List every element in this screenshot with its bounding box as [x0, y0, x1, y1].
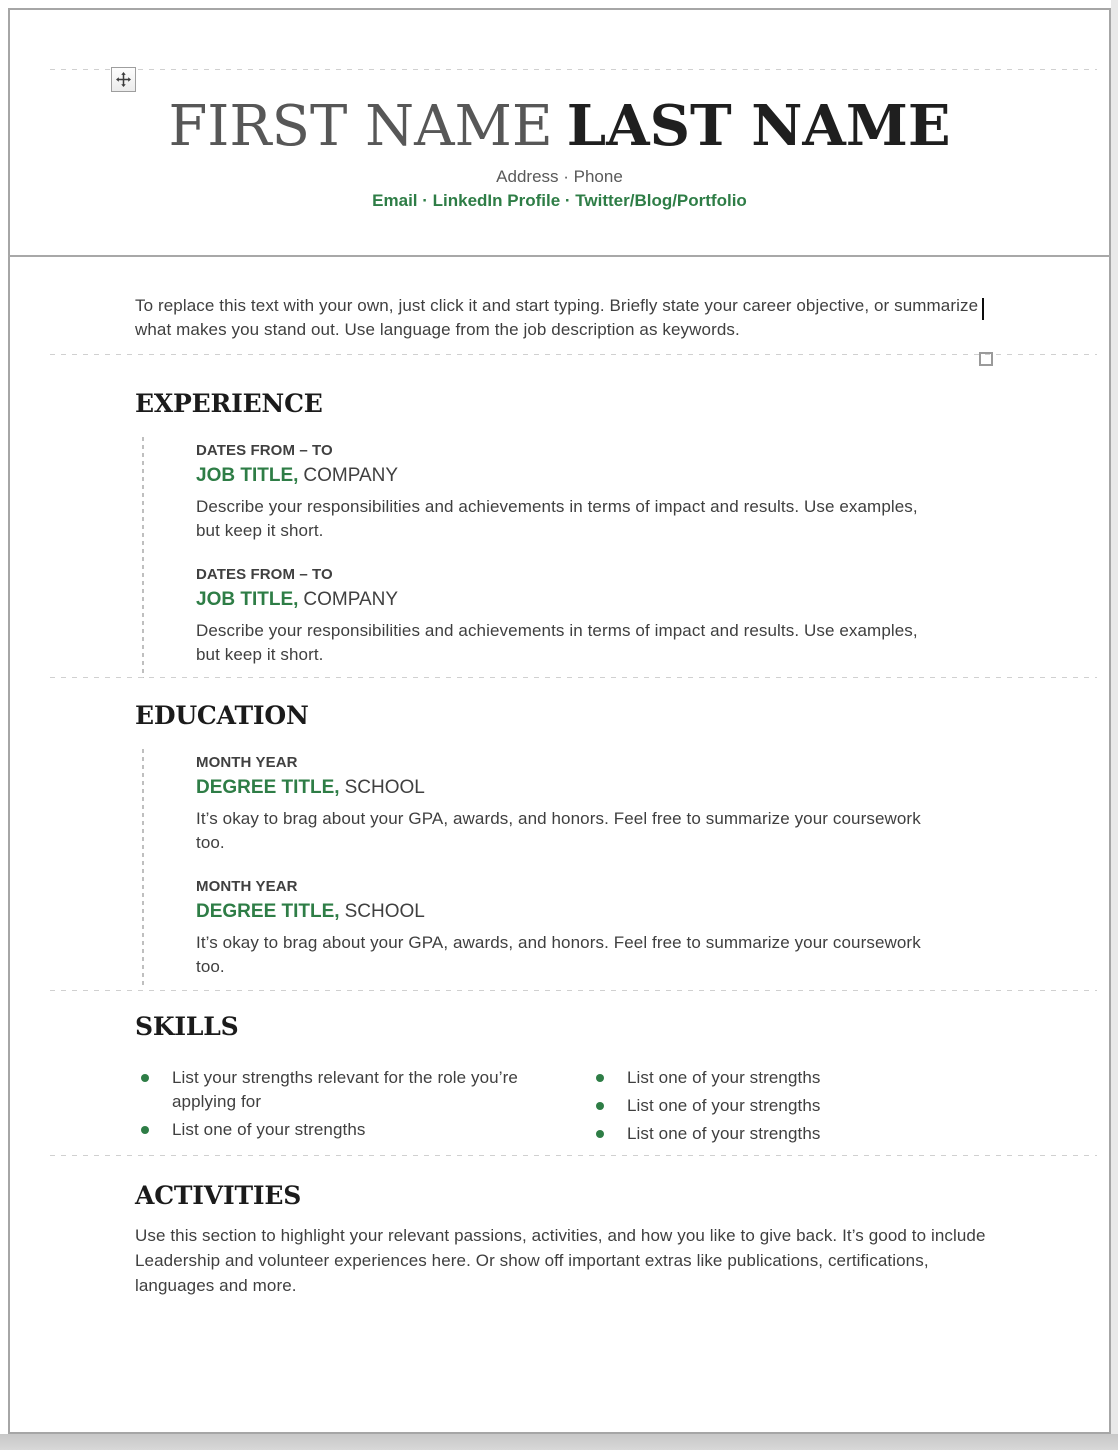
first-name-text[interactable]: FIRST NAME [168, 94, 553, 159]
company-text[interactable]: COMPANY [303, 589, 399, 610]
last-name-text[interactable]: LAST NAME [566, 93, 951, 159]
entry-description[interactable]: Describe your responsibilities and achievements in terms of impact and results. Use examples, but keep it short. [196, 621, 918, 664]
skill-text[interactable]: List one of your strengths [172, 1120, 366, 1139]
entry-dates[interactable]: DATES FROM – TO [196, 566, 333, 583]
degree-title-text[interactable]: DEGREE TITLE, [196, 901, 340, 922]
skill-text[interactable]: List one of your strengths [627, 1068, 821, 1087]
skill-item[interactable] [593, 1094, 923, 1118]
school-text[interactable]: SCHOOL [344, 777, 425, 798]
table-gridline [50, 990, 1097, 991]
entry-description[interactable]: It’s okay to brag about your GPA, awards, and honors. Feel free to summarize your coursework too. [196, 809, 921, 852]
header-divider [8, 255, 1111, 257]
table-gridline [50, 1155, 1097, 1156]
education-entries [142, 749, 941, 987]
table-gridline-top [50, 69, 1097, 70]
experience-entry[interactable] [196, 565, 941, 667]
app-background-right [1111, 0, 1118, 1434]
bullet-icon [596, 1130, 604, 1138]
table-gridline [50, 354, 1097, 355]
skills-column-2 [593, 1066, 923, 1146]
objective-summary-text[interactable]: To replace this text with your own, just click it and start typing. Briefly state your career objective, or summarize what makes you stand out. Use language from the job description as keywords. [135, 296, 979, 339]
section-title-activities[interactable]: ACTIVITIES [135, 1181, 302, 1210]
bullet-icon [596, 1102, 604, 1110]
section-title-education[interactable]: EDUCATION [135, 701, 309, 730]
skill-text[interactable]: List one of your strengths [627, 1124, 821, 1143]
address-phone-text[interactable]: Address · Phone [496, 167, 623, 186]
entry-dates[interactable]: MONTH YEAR [196, 754, 298, 771]
job-title-text[interactable]: JOB TITLE, [196, 589, 299, 610]
entry-description[interactable]: It’s okay to brag about your GPA, awards, and honors. Feel free to summarize your coursework too. [196, 933, 921, 976]
bullet-icon [141, 1074, 149, 1082]
table-move-handle-icon[interactable] [111, 67, 136, 92]
skill-text[interactable]: List one of your strengths [627, 1096, 821, 1115]
activities-description[interactable]: Use this section to highlight your relevant passions, activities, and how you like to give back. It’s good to include Leadership and volunteer experiences here. Or show off important extras like publications, certifications, languages and more. [135, 1226, 986, 1295]
table-gridline [50, 677, 1097, 678]
experience-entry[interactable] [196, 441, 941, 543]
entry-title-line[interactable] [196, 463, 941, 489]
text-cursor [982, 298, 984, 320]
entry-dates[interactable]: DATES FROM – TO [196, 442, 333, 459]
experience-entries [142, 437, 941, 678]
education-entry[interactable] [196, 877, 941, 979]
entry-title-line[interactable] [196, 899, 941, 925]
skills-column-1 [138, 1066, 518, 1142]
entry-title-line[interactable] [196, 587, 941, 613]
degree-title-text[interactable]: DEGREE TITLE, [196, 777, 340, 798]
document-page [8, 8, 1111, 1434]
resume-name [10, 94, 1109, 159]
skill-item[interactable] [138, 1118, 518, 1142]
skill-item[interactable] [593, 1066, 923, 1090]
entry-dates[interactable]: MONTH YEAR [196, 878, 298, 895]
section-title-experience[interactable]: EXPERIENCE [135, 389, 323, 418]
company-text[interactable]: COMPANY [303, 465, 399, 486]
move-arrows-icon [116, 72, 131, 87]
bullet-icon [141, 1126, 149, 1134]
bullet-icon [596, 1074, 604, 1082]
skill-item[interactable] [138, 1066, 518, 1114]
entry-title-line[interactable] [196, 775, 941, 801]
education-entry[interactable] [196, 753, 941, 855]
entry-description[interactable]: Describe your responsibilities and achievements in terms of impact and results. Use examples, but keep it short. [196, 497, 918, 540]
skill-text[interactable]: List your strengths relevant for the role you’re applying for [172, 1068, 518, 1111]
job-title-text[interactable]: JOB TITLE, [196, 465, 299, 486]
contact-links-text[interactable]: Email · LinkedIn Profile · Twitter/Blog/Portfolio [372, 191, 747, 210]
section-title-skills[interactable]: SKILLS [135, 1012, 239, 1041]
school-text[interactable]: SCHOOL [344, 901, 425, 922]
app-background-bottom [0, 1434, 1118, 1450]
skill-item[interactable] [593, 1122, 923, 1146]
